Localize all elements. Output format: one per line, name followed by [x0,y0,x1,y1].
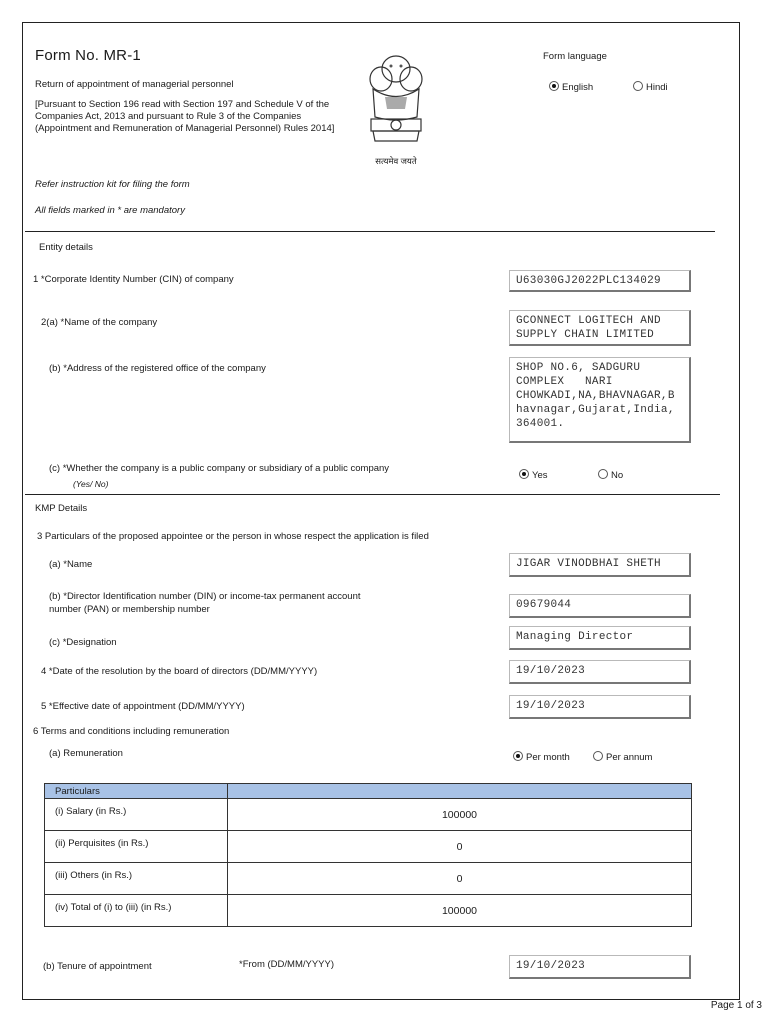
form-page [22,22,740,1000]
perquisites-label: (ii) Perquisites (in Rs.) [45,831,228,863]
resolution-date-label: 4 *Date of the resolution by the board of directors (DD/MM/YYYY) [41,666,318,677]
cin-field[interactable]: U63030GJ2022PLC134029 [509,270,691,292]
public-no-option[interactable] [598,469,623,482]
others-value[interactable]: 0 [228,863,692,895]
cin-label: 1 *Corporate Identity Number (CIN) of company [33,274,234,285]
table-row [45,863,692,895]
din-label-line2: number (PAN) or membership number [49,604,210,615]
lang-english-label: English [562,82,594,93]
company-name-label: 2(a) *Name of the company [41,317,158,328]
public-yes-option[interactable] [519,469,548,482]
yes-label: Yes [532,470,548,481]
radio-per-month[interactable] [513,751,523,761]
lang-hindi-label: Hindi [646,82,668,93]
divider [25,231,715,232]
table-row [45,831,692,863]
address-label: (b) *Address of the registered office of the company [49,363,266,374]
total-label: (iv) Total of (i) to (iii) (in Rs.) [45,895,228,927]
form-title: Form No. MR-1 [35,47,141,64]
public-company-label: (c) *Whether the company is a public company or subsidiary of a public company [49,463,390,474]
remuneration-label: (a) Remuneration [49,748,123,759]
appointee-name-field[interactable]: JIGAR VINODBHAI SHETH [509,553,691,577]
per-annum-label: Per annum [606,752,653,763]
radio-yes[interactable] [519,469,529,479]
designation-field[interactable]: Managing Director [509,626,691,650]
lang-english-option[interactable] [549,81,593,94]
per-month-option[interactable] [513,751,570,764]
salary-label: (i) Salary (in Rs.) [45,799,228,831]
page-number: Page 1 of 3 [710,1000,762,1011]
din-label-line1: (b) *Director Identification number (DIN) or income-tax permanent account [49,591,361,602]
salary-value[interactable]: 100000 [228,799,692,831]
q3-label: 3 Particulars of the proposed appointee or the person in whose respect the application is filed [37,531,429,542]
national-emblem-icon [361,49,431,169]
remuneration-table [44,783,692,927]
divider [25,494,720,495]
form-subtitle: Return of appointment of managerial personnel [35,79,234,90]
entity-section-title: Entity details [39,242,93,253]
kmp-section-title: KMP Details [35,503,88,514]
tenure-from-label: *From (DD/MM/YYYY) [239,959,334,970]
public-company-hint: (Yes/ No) [73,479,109,489]
company-name-field[interactable]: GCONNECT LOGITECH AND SUPPLY CHAIN LIMITED [509,310,691,346]
resolution-date-field[interactable]: 19/10/2023 [509,660,691,684]
no-label: No [611,470,624,481]
terms-label: 6 Terms and conditions including remuneration [33,726,230,737]
table-header-particulars: Particulars [45,784,228,799]
mandatory-note: All fields marked in * are mandatory [35,205,185,216]
form-language-label: Form language [543,51,607,62]
lang-hindi-option[interactable] [633,81,668,94]
emblem-motto: सत्यमेव जयते [375,156,417,166]
per-month-label: Per month [526,752,570,763]
effective-date-field[interactable]: 19/10/2023 [509,695,691,719]
pursuant-text: [Pursuant to Section 196 read with Section 197 and Schedule V of the Companies Act, 2013 and pursuant to Rule 3 of the Companies (Appointment and Remuneration of Managerial Personnel) Rules 2014] [35,99,335,134]
appointee-name-label: (a) *Name [49,559,93,570]
address-field[interactable]: SHOP NO.6, SADGURU COMPLEX NARI CHOWKADI,NA,BHAVNAGAR,B havnagar,Gujarat,India, 364001. [509,357,691,443]
table-row [45,895,692,927]
tenure-from-field[interactable]: 19/10/2023 [509,955,691,979]
total-value: 100000 [228,895,692,927]
radio-hindi[interactable] [633,81,643,91]
per-annum-option[interactable] [593,751,652,764]
table-header-blank [228,784,692,799]
instruction-text: Refer instruction kit for filing the form [35,179,190,190]
perquisites-value[interactable]: 0 [228,831,692,863]
radio-english[interactable] [549,81,559,91]
radio-per-annum[interactable] [593,751,603,761]
designation-label: (c) *Designation [49,637,117,648]
tenure-label: (b) Tenure of appointment [43,961,152,972]
others-label: (iii) Others (in Rs.) [45,863,228,895]
radio-no[interactable] [598,469,608,479]
table-row [45,799,692,831]
effective-date-label: 5 *Effective date of appointment (DD/MM/YYYY) [41,701,245,712]
din-field[interactable]: 09679044 [509,594,691,618]
table-header-row [45,784,692,799]
